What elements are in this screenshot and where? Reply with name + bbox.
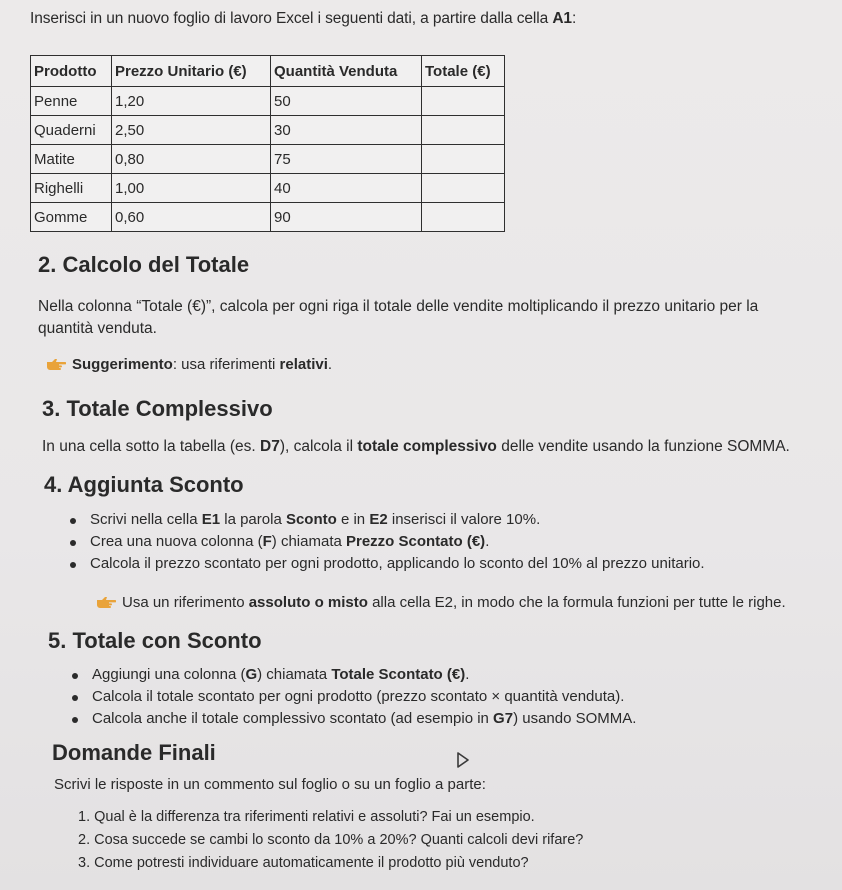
table-cell: 30 bbox=[271, 116, 422, 145]
final-questions-title: Domande Finali bbox=[52, 740, 216, 765]
table-cell: 1,20 bbox=[112, 87, 271, 116]
table-cell: Righelli bbox=[31, 174, 112, 203]
section-5-list bbox=[72, 664, 636, 730]
table-cell: Gomme bbox=[31, 203, 112, 232]
table-row bbox=[31, 87, 505, 116]
section-5-title: 5. Totale con Sconto bbox=[48, 628, 262, 653]
table-header-cell: Quantità Venduta bbox=[271, 56, 422, 87]
list-item: Calcola il prezzo scontato per ogni prodotto, applicando lo sconto del 10% al prezzo unitario. bbox=[70, 553, 705, 575]
pointing-hand-icon bbox=[46, 358, 66, 370]
section-2-title: 2. Calcolo del Totale bbox=[38, 252, 250, 277]
table-cell: 90 bbox=[271, 203, 422, 232]
final-questions-list bbox=[78, 806, 583, 875]
pointing-hand-icon bbox=[96, 596, 116, 608]
table-cell: 1,00 bbox=[112, 174, 271, 203]
list-item: Calcola il totale scontato per ogni prodotto (prezzo scontato × quantità venduta). bbox=[72, 686, 636, 708]
section-2-tip: Suggerimento: usa riferimenti relativi. bbox=[46, 356, 332, 373]
table-cell bbox=[422, 203, 505, 232]
table-cell: 0,80 bbox=[112, 145, 271, 174]
section-3-text: In una cella sotto la tabella (es. D7), calcola il totale complessivo delle vendite usando la funzione SOMMA. bbox=[42, 438, 790, 455]
table-cell bbox=[422, 174, 505, 203]
question-item: 2. Cosa succede se cambi lo sconto da 10% a 20%? Quanti calcoli devi rifare? bbox=[78, 832, 584, 848]
list-item: Scrivi nella cella E1 la parola Sconto e in E2 inserisci il valore 10%. bbox=[70, 509, 705, 531]
list-item: Aggiungi una colonna (G) chiamata Totale Scontato (€). bbox=[72, 664, 636, 686]
list-item: Crea una nuova colonna (F) chiamata Prezzo Scontato (€). bbox=[70, 531, 705, 553]
section-4-tip: Usa un riferimento assoluto o misto alla cella E2, in modo che la formula funzioni per tutte le righe. bbox=[96, 594, 786, 611]
section-3-title: 3. Totale Complessivo bbox=[42, 396, 273, 421]
question-item: 1. Qual è la differenza tra riferimenti relativi e assoluti? Fai un esempio. bbox=[78, 809, 535, 825]
table-cell: 0,60 bbox=[112, 203, 271, 232]
table-row bbox=[31, 116, 505, 145]
table-cell: 2,50 bbox=[112, 116, 271, 145]
section-2-text: Nella colonna “Totale (€)”, calcola per ogni riga il totale delle vendite moltiplicando il prezzo unitario per la quantità venduta. bbox=[38, 298, 759, 337]
table-cell bbox=[422, 116, 505, 145]
table-row bbox=[31, 203, 505, 232]
table-cell bbox=[422, 145, 505, 174]
table-cell: Matite bbox=[31, 145, 112, 174]
table-header-cell: Totale (€) bbox=[422, 56, 505, 87]
table-cell: 40 bbox=[271, 174, 422, 203]
list-item: Calcola anche il totale complessivo scontato (ad esempio in G7) usando SOMMA. bbox=[72, 708, 636, 730]
question-item: 3. Come potresti individuare automaticamente il prodotto più venduto? bbox=[78, 855, 529, 871]
cursor-icon bbox=[456, 752, 470, 768]
table-header-row bbox=[31, 56, 505, 87]
data-table bbox=[30, 55, 505, 232]
intro-cell: A1 bbox=[552, 10, 572, 27]
section-4-title: 4. Aggiunta Sconto bbox=[44, 472, 244, 497]
table-cell: Quaderni bbox=[31, 116, 112, 145]
table-cell bbox=[422, 87, 505, 116]
table-cell: Penne bbox=[31, 87, 112, 116]
table-row bbox=[31, 145, 505, 174]
intro-text: Inserisci in un nuovo foglio di lavoro Excel i seguenti dati, a partire dalla cella A1: bbox=[30, 10, 577, 27]
final-intro: Scrivi le risposte in un commento sul foglio o su un foglio a parte: bbox=[54, 776, 486, 793]
table-header-cell: Prodotto bbox=[31, 56, 112, 87]
table-cell: 75 bbox=[271, 145, 422, 174]
section-4-list bbox=[70, 509, 705, 575]
table-header-cell: Prezzo Unitario (€) bbox=[112, 56, 271, 87]
table-cell: 50 bbox=[271, 87, 422, 116]
table-row bbox=[31, 174, 505, 203]
